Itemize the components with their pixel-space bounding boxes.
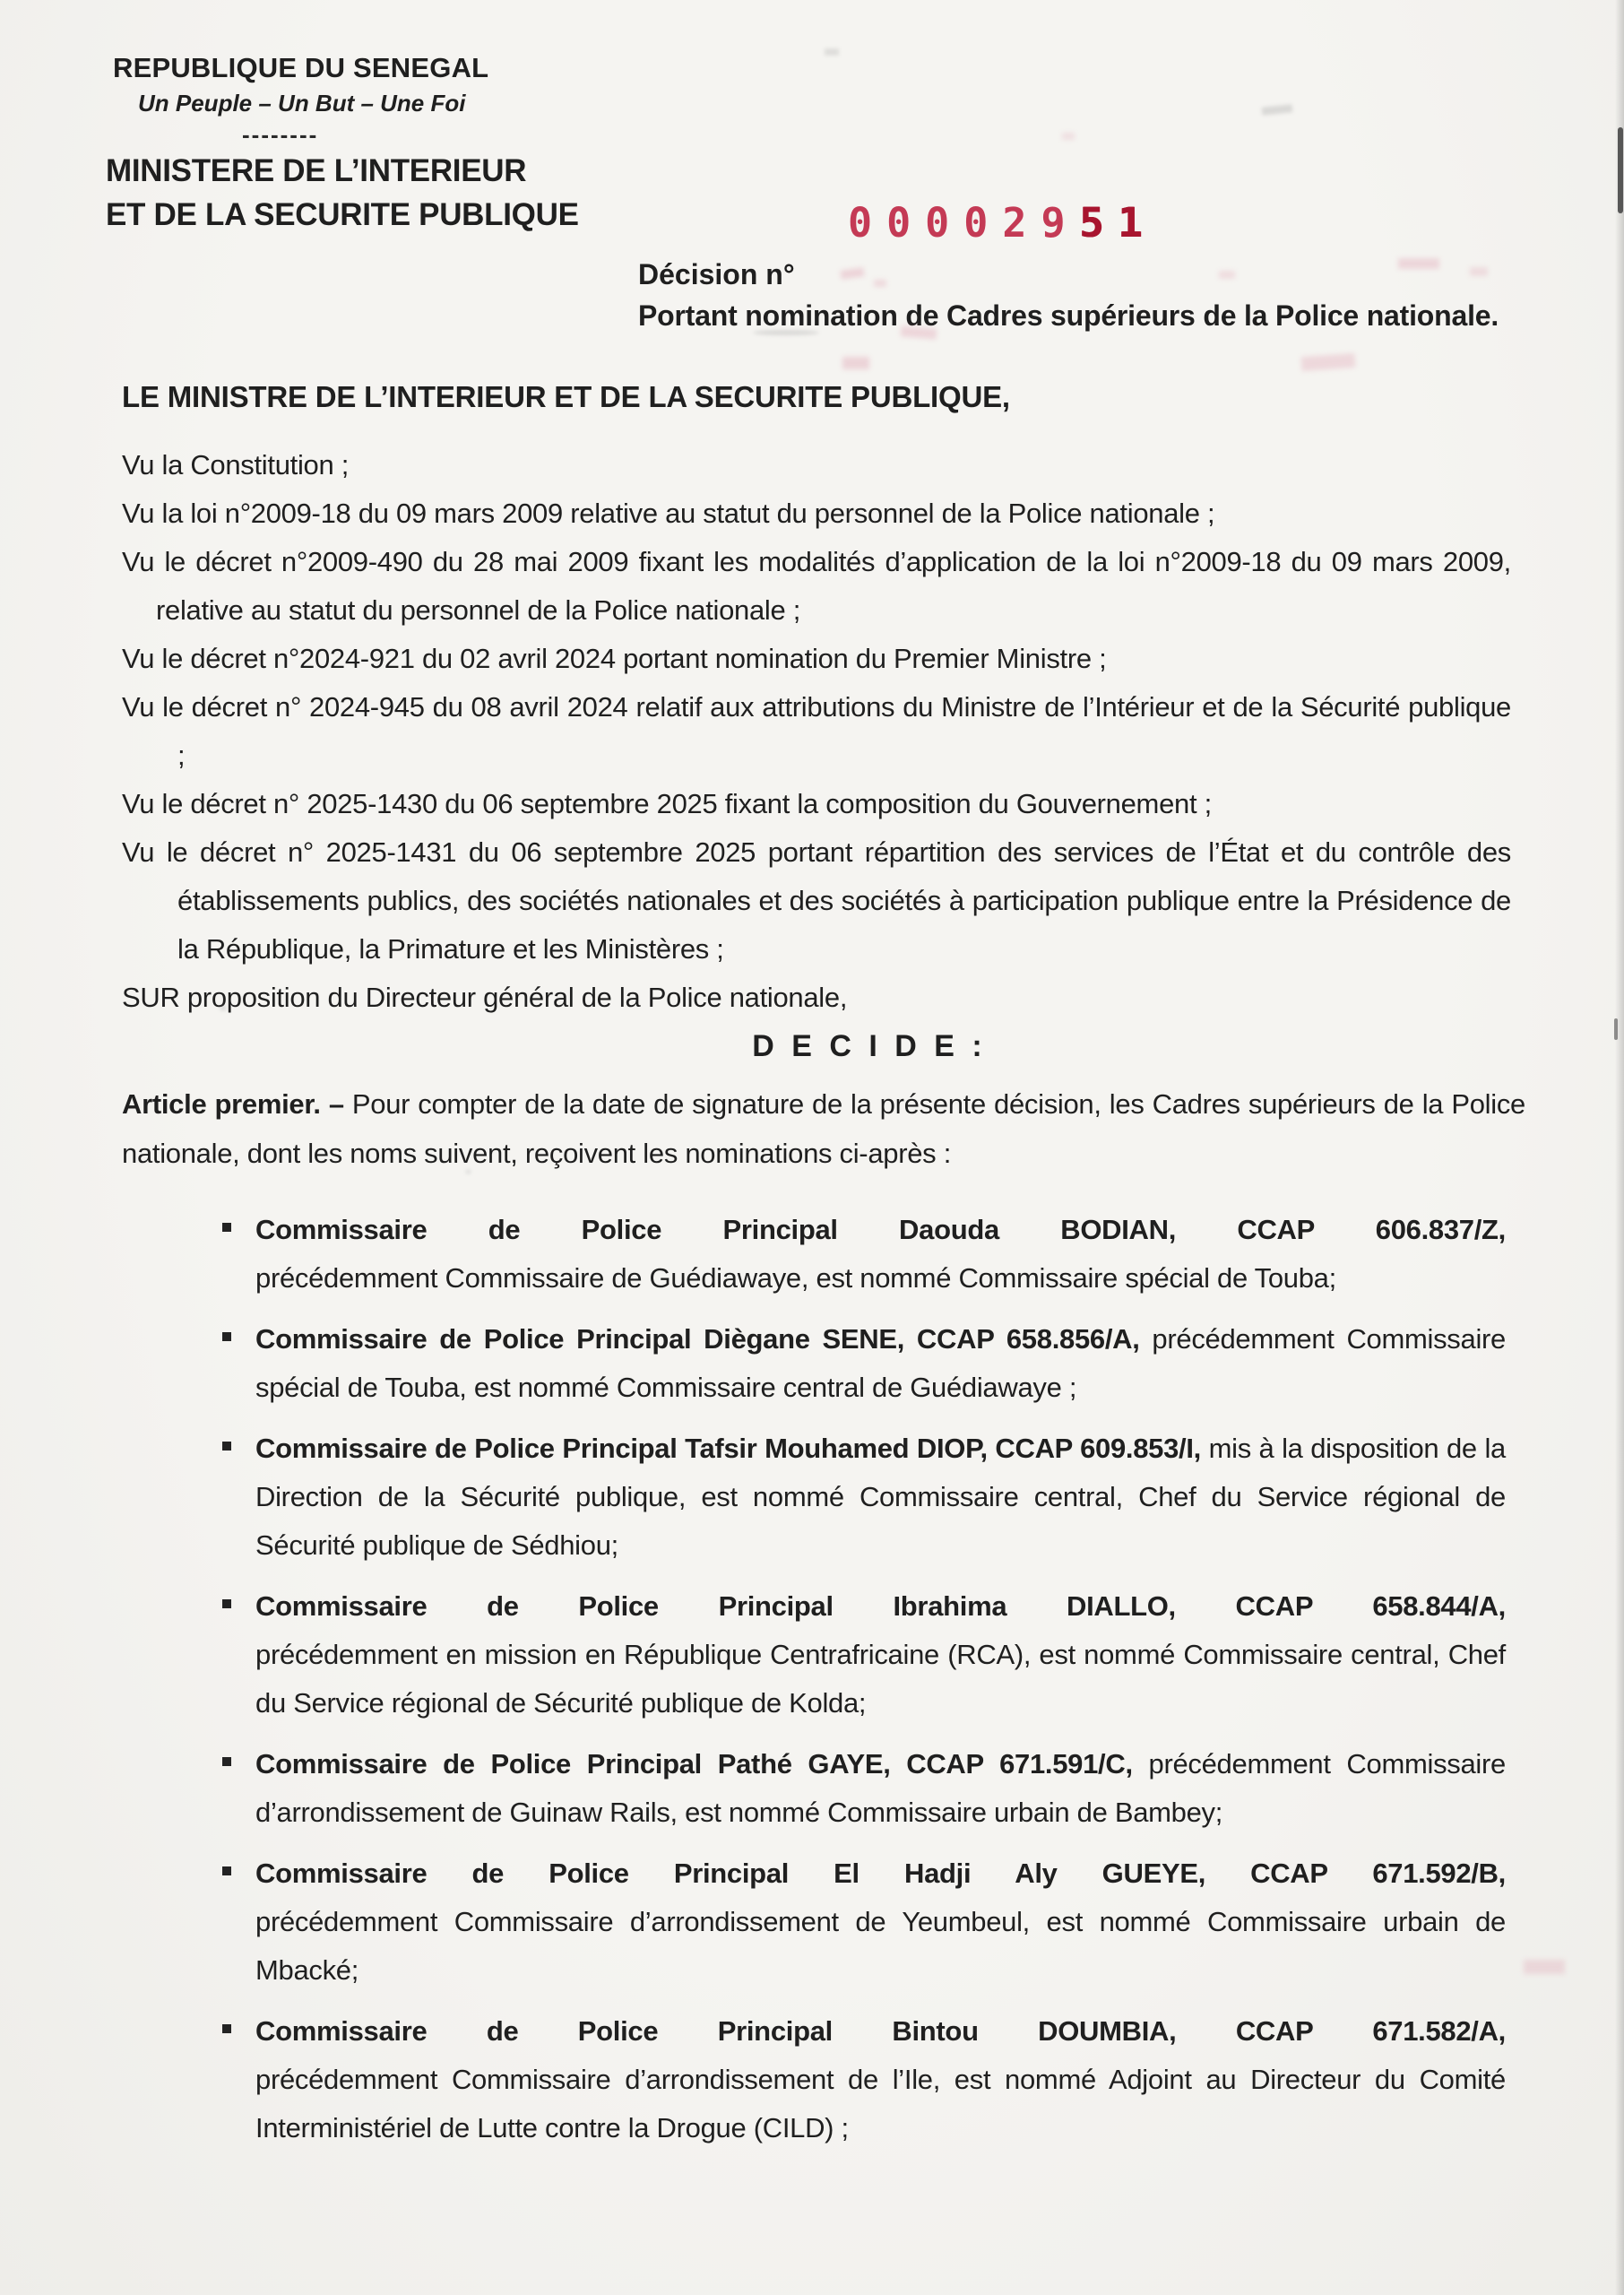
scan-edge-dark-mark [1618,127,1623,213]
article-premier-text: Pour compter de la date de signature de la présente décision, les Cadres supérieurs de la Police nationale, dont les noms suivent, reçoivent les nominations ci-après : [122,1088,1525,1169]
nomination-officer: Commissaire de Police Principal El Hadji Aly GUEYE, CCAP 671.592/B, [255,1858,1506,1889]
ministry-name-line1: MINISTERE DE L’INTERIEUR [106,153,527,188]
decision-number-label: Décision n° [638,258,795,290]
nomination-details: précédemment en mission en République Centrafricaine (RCA), est nommé Commissaire central, Chef du Service régional de Sécurité publique de Kolda; [255,1639,1506,1719]
nominations-list [222,1206,1506,2165]
nomination-item-bodian [222,1206,1506,1303]
scan-edge-shadow [1615,0,1624,2295]
scan-smudge [1301,353,1356,371]
visa-clause-decret-2024-945: Vu le décret n° 2024-945 du 08 avril 2024 relatif aux attributions du Ministre de l’Intérieur et de la Sécurité publique ; [122,691,1511,771]
nomination-item-sene [222,1315,1506,1412]
nomination-officer: Commissaire de Police Principal Tafsir Mouhamed DIOP, CCAP 609.853/I, [255,1433,1201,1464]
visa-clause-decret-2025-1430: Vu le décret n° 2025-1430 du 06 septembre 2025 fixant la composition du Gouvernement ; [122,788,1212,819]
sur-proposition-clause: SUR proposition du Directeur général de la Police nationale, [122,982,848,1013]
nomination-details: mis à la disposition de la Direction de la Sécurité publique, est nommé Commissaire central, Chef du Service régional de Sécurité publique de Sédhiou; [255,1433,1506,1561]
nomination-details: précédemment Commissaire d’arrondissement de Yeumbeul, est nommé Commissaire urbain de Mbacké; [255,1906,1506,1986]
nomination-item-diallo [222,1582,1506,1728]
decision-number-stamp [848,199,1157,247]
stamp-digits-light: 000029 [848,199,1080,247]
bullet-square-icon [222,1599,231,1608]
letterhead [106,50,733,237]
visa-clause-loi-2009-18: Vu la loi n°2009-18 du 09 mars 2009 relative au statut du personnel de la Police nationale ; [122,498,1215,529]
nomination-details: précédemment Commissaire d’arrondissement de l’Ile, est nommé Adjoint au Directeur du Comité Interministériel de Lutte contre la Drogue (CILD) ; [255,2064,1506,2143]
national-motto: Un Peuple – Un But – Une Foi [138,90,466,117]
separator-dashes: -------- [242,121,319,148]
bullet-square-icon [222,1332,231,1341]
decision-subject: Portant nomination de Cadres supérieurs de la Police nationale. [638,299,1499,332]
scan-smudge [842,357,869,369]
bullet-square-icon [222,2024,231,2033]
nomination-item-gueye [222,1849,1506,1995]
nomination-item-gaye [222,1740,1506,1837]
scan-smudge [1524,1960,1565,1974]
minister-heading: LE MINISTRE DE L’INTERIEUR ET DE LA SECURITE PUBLIQUE, [122,380,1010,413]
visas-section [122,441,1511,1022]
bullet-square-icon [222,1757,231,1766]
nomination-officer: Commissaire de Police Principal Pathé GAYE, CCAP 671.591/C, [255,1748,1133,1780]
visa-clause-decret-2025-1431: Vu le décret n° 2025-1431 du 06 septembre 2025 portant répartition des services de l’État et du contrôle des établissements publics, des sociétés nationales et des sociétés à participation publique entre la Présidence de la République, la Primature et les Ministères ; [122,836,1511,965]
scan-smudge [1062,133,1075,140]
article-premier-label: Article premier. – [122,1088,344,1120]
nomination-details: précédemment Commissaire d’arrondissement de Guinaw Rails, est nommé Commissaire urbain de Bambey; [255,1748,1506,1828]
ministry-name-line2: ET DE LA SECURITE PUBLIQUE [106,197,579,232]
scan-mark [1262,104,1293,116]
decision-title-block [638,254,1542,336]
nomination-officer: Commissaire de Police Principal Ibrahima DIALLO, CCAP 658.844/A, [255,1590,1506,1622]
stamp-digits-bold: 51 [1079,199,1157,247]
visa-clause-constitution: Vu la Constitution ; [122,449,350,481]
article-premier-lead [122,1079,1525,1178]
nomination-details: précédemment Commissaire spécial de Touba, est nommé Commissaire central de Guédiawaye ; [255,1323,1506,1403]
decide-heading: D E C I D E : [752,1029,987,1063]
nomination-officer: Commissaire de Police Principal Daouda BODIAN, CCAP 606.837/Z, [255,1214,1506,1245]
nomination-officer: Commissaire de Police Principal Bintou DOUMBIA, CCAP 671.582/A, [255,2015,1506,2047]
bullet-square-icon [222,1442,231,1451]
visa-clause-decret-2024-921: Vu le décret n°2024-921 du 02 avril 2024 portant nomination du Premier Ministre ; [122,643,1107,674]
bullet-square-icon [222,1223,231,1232]
nomination-item-doumbia [222,2007,1506,2152]
visa-clause-decret-2009-490: Vu le décret n°2009-490 du 28 mai 2009 fixant les modalités d’application de la loi n°2009-18 du 09 mars 2009, relative au statut du personnel de la Police nationale ; [122,546,1511,626]
nomination-item-diop [222,1425,1506,1570]
republic-title: REPUBLIQUE DU SENEGAL [113,52,489,83]
nomination-details: précédemment Commissaire de Guédiawaye, est nommé Commissaire spécial de Touba; [255,1262,1336,1294]
scan-edge-tick-mark [1614,1018,1618,1040]
nomination-officer: Commissaire de Police Principal Diègane SENE, CCAP 658.856/A, [255,1323,1140,1355]
bullet-square-icon [222,1866,231,1875]
scan-mark [825,48,839,56]
